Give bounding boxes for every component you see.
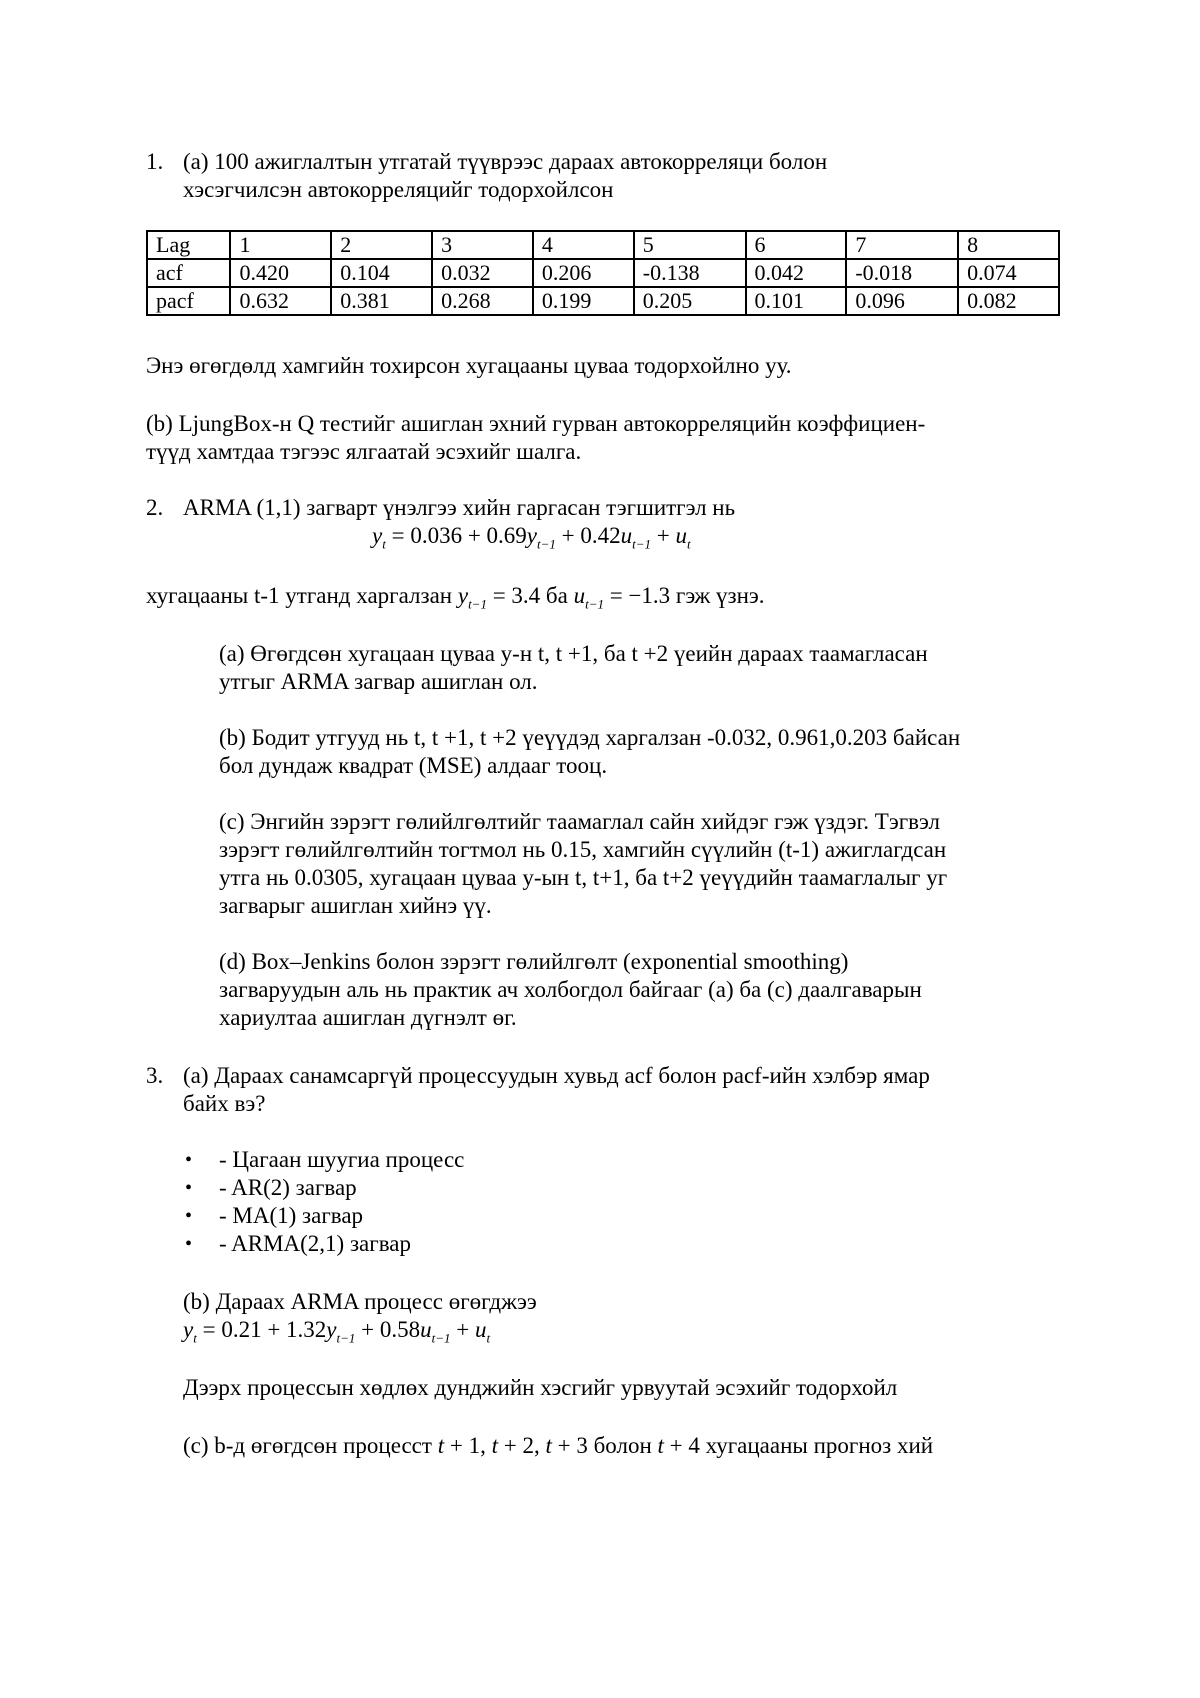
table-row	[147, 287, 1059, 315]
table-cell: 0.381	[331, 287, 432, 315]
q1-task-b-line2: түүд хамтдаа тэгээс ялгаатай эсэхийг шалга.	[146, 439, 582, 464]
table-cell: 0.082	[958, 287, 1059, 315]
q2-a-line2: утгыг ARMA загвар ашиглан ол.	[219, 669, 538, 694]
table-header-row	[147, 231, 1059, 259]
q2-c-line2: зэрэгт гөлийлгөлтийн тогтмол нь 0.15, хамгийн сүүлийн (t-1) ажиглагдсан	[219, 837, 947, 862]
q2-c-line1: (c) Энгийн зэрэгт гөлийлгөлтийг таамаглал сайн хийдэг гэж үздэг. Тэгвэл	[219, 809, 940, 834]
table-cell: 5	[634, 231, 746, 259]
table-cell: Lag	[147, 231, 230, 259]
table-cell: 3	[432, 231, 533, 259]
table-cell: 0.632	[230, 287, 331, 315]
q2-b-line2: бол дундаж квадрат (MSE) алдааг тооц.	[219, 753, 608, 778]
table-cell: 0.205	[634, 287, 746, 315]
table-cell: 6	[746, 231, 847, 259]
list-item: - MA(1) загвар	[219, 1203, 364, 1228]
q2-number: 2.	[146, 495, 164, 520]
q1-task-a: Энэ өгөгдөлд хамгийн тохирсон хугацааны цуваа тодорхойлно уу.	[146, 353, 792, 378]
q1-intro-line1: (a) 100 ажиглалтын утгатай түүврээс дараах автокорреляци болон	[183, 149, 828, 174]
q3-equation: $y_t = 0.21 + 1.32y_{t-1} + 0.58u_{t-1} + u_t$	[183, 1317, 491, 1346]
q2-c-line3: утга нь 0.0305, хугацаан цуваа y-ын t, t+1, ба t+2 үеүүдийн таамаглалыг уг	[219, 865, 948, 890]
table-cell: 2	[331, 231, 432, 259]
table-row	[147, 259, 1059, 287]
table-cell: 0.420	[230, 259, 331, 287]
q2-given-values: хугацааны t-1 утганд харгалзан $y_{t-1} = 3.4$ ба $u_{t-1} = -1.3$ гэж үзнэ.	[146, 583, 765, 612]
bullet-marker: •	[185, 1233, 193, 1255]
table-cell: -0.018	[846, 259, 958, 287]
q2-d-line3: хариултаа ашиглан дүгнэлт өг.	[219, 1005, 517, 1030]
q1-number: 1.	[146, 149, 164, 174]
bullet-marker: •	[185, 1149, 193, 1171]
table-cell: acf	[147, 259, 230, 287]
q3-a-line1: (a) Дараах санамсаргүй процессуудын хувьд acf болон pacf-ийн хэлбэр ямар	[183, 1063, 930, 1088]
table-cell: 0.101	[746, 287, 847, 315]
q2-c-line4: загварыг ашиглан хийнэ үү.	[219, 893, 492, 918]
table-cell: 0.268	[432, 287, 533, 315]
table-cell: 0.199	[533, 287, 634, 315]
table-cell: 0.032	[432, 259, 533, 287]
q3-a-line2: байх вэ?	[183, 1091, 266, 1116]
q2-equation: $y_t = 0.036 + 0.69y_{t-1} + 0.42u_{t-1} + u_t$	[372, 523, 691, 552]
q3-c-line: (c) b-д өгөгдсөн процесст t + 1, t + 2, t + 3 болон t + 4 хугацааны прогноз хий	[183, 1433, 934, 1458]
table-cell: -0.138	[634, 259, 746, 287]
table-cell: 4	[533, 231, 634, 259]
q2-intro: ARMA (1,1) загварт үнэлгээ хийн гаргасан тэгшитгэл нь	[183, 495, 736, 520]
list-item: - AR(2) загвар	[219, 1175, 357, 1200]
bullet-marker: •	[185, 1177, 193, 1199]
list-item: - Цагаан шуугиа процесс	[219, 1147, 465, 1172]
table-cell: 0.074	[958, 259, 1059, 287]
acf-pacf-table	[146, 230, 1060, 316]
q2-d-line1: (d) Box–Jenkins болон зэрэгт гөлийлгөлт (exponential smoothing)	[219, 949, 849, 974]
q3-b-question: Дээрх процессын хөдлөх дунджийн хэсгийг урвуутай эсэхийг тодорхойл	[183, 1375, 898, 1400]
q3-number: 3.	[146, 1063, 164, 1088]
table-cell: 0.042	[746, 259, 847, 287]
table-cell: 0.206	[533, 259, 634, 287]
bullet-marker: •	[185, 1205, 193, 1227]
q2-b-line1: (b) Бодит утгууд нь t, t +1, t +2 үеүүдэд харгалзан -0.032, 0.961,0.203 байсан	[219, 725, 961, 750]
q2-d-line2: загваруудын аль нь практик ач холбогдол байгааг (a) ба (c) даалгаварын	[219, 977, 922, 1002]
q3-b-intro: (b) Дараах ARMA процесс өгөгджээ	[183, 1289, 537, 1314]
list-item: - ARMA(2,1) загвар	[219, 1231, 411, 1256]
table-cell: 8	[958, 231, 1059, 259]
q1-task-b-line1: (b) LjungBox-н Q тестийг ашиглан эхний гурван автокорреляцийн коэффициен-	[146, 411, 926, 436]
table-cell: 0.096	[846, 287, 958, 315]
q1-intro-line2: хэсэгчилсэн автокорреляцийг тодорхойлсон	[183, 177, 614, 202]
table-cell: 0.104	[331, 259, 432, 287]
q2-a-line1: (a) Өгөгдсөн хугацаан цуваа y-н t, t +1, ба t +2 үеийн дараах таамагласан	[219, 641, 928, 666]
table-cell: pacf	[147, 287, 230, 315]
table-cell: 7	[846, 231, 958, 259]
table-cell: 1	[230, 231, 331, 259]
